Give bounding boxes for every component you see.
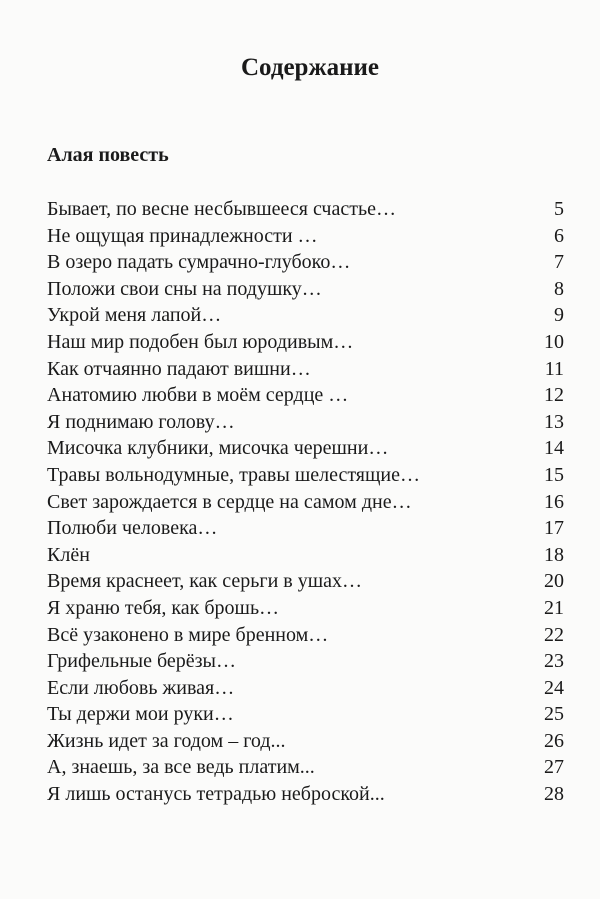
toc-entry-title: Свет зарождается в сердце на самом дне… — [47, 490, 412, 513]
toc-entry-page: 6 — [554, 224, 564, 247]
toc-entry-title: Ты держи мои руки… — [47, 703, 234, 726]
toc-entry — [47, 728, 564, 755]
toc-entry — [47, 356, 564, 383]
toc-entry — [47, 622, 564, 649]
toc-entry-page: 8 — [554, 277, 564, 300]
toc-entry — [47, 329, 564, 356]
toc-entry-page: 25 — [544, 703, 564, 726]
toc-entry — [47, 701, 564, 728]
toc-entry-page: 28 — [544, 783, 564, 806]
toc-entry — [47, 196, 564, 223]
toc-entry-title: Клён — [47, 543, 90, 566]
toc-entry-title: Грифельные берёзы… — [47, 650, 236, 673]
toc-entry-page: 15 — [544, 463, 564, 486]
toc-entry-title: Не ощущая принадлежности … — [47, 224, 318, 247]
toc-entry — [47, 781, 564, 808]
toc-entry-title: Травы вольнодумные, травы шелестящие… — [47, 463, 420, 486]
section-heading: Алая повесть — [47, 144, 169, 166]
toc-entry — [47, 754, 564, 781]
toc-entry-page: 10 — [544, 330, 564, 353]
toc-entry-title: Полюби человека… — [47, 517, 218, 540]
toc-entry — [47, 249, 564, 276]
toc-entry-title: Бывает, по весне несбывшееся счастье… — [47, 198, 396, 220]
toc-entry-title: Время краснеет, как серьги в ушах… — [47, 570, 362, 593]
toc-entry-page: 18 — [544, 543, 564, 566]
toc-entry-page: 20 — [544, 570, 564, 593]
page-title: Содержание — [240, 54, 379, 81]
toc-entry — [47, 435, 564, 462]
toc-entry — [47, 542, 564, 569]
toc-entry-title: Я храню тебя, как брошь… — [47, 596, 280, 619]
toc-entry — [47, 223, 564, 250]
toc-entry-page: 22 — [544, 623, 564, 646]
toc-entry-page: 16 — [544, 490, 564, 513]
toc-entry — [47, 568, 564, 595]
table-of-contents — [47, 196, 564, 808]
toc-entry-title: Укрой меня лапой… — [47, 304, 222, 327]
toc-entry — [47, 409, 564, 436]
toc-entry-page: 13 — [544, 410, 564, 433]
toc-entry — [47, 675, 564, 702]
toc-entry-page: 23 — [544, 650, 564, 673]
toc-entry — [47, 489, 564, 516]
toc-entry-title: Как отчаянно падают вишни… — [47, 357, 311, 380]
toc-entry-page: 17 — [544, 517, 564, 540]
toc-entry-title: В озеро падать сумрачно-глубоко… — [47, 251, 351, 274]
toc-entry — [47, 648, 564, 675]
toc-entry-page: 9 — [554, 304, 564, 327]
toc-entry-page: 26 — [544, 729, 564, 752]
toc-entry-page: 24 — [544, 676, 564, 699]
toc-entry-page: 5 — [554, 198, 564, 220]
toc-entry-page: 11 — [544, 357, 564, 380]
toc-entry-title: Анатомию любви в моём сердце … — [47, 384, 349, 407]
toc-entry-page: 7 — [554, 251, 564, 274]
toc-entry-title: Всё узаконено в мире бренном… — [47, 623, 329, 646]
toc-entry — [47, 302, 564, 329]
toc-entry — [47, 595, 564, 622]
toc-entry — [47, 382, 564, 409]
toc-entry-page: 21 — [544, 596, 564, 619]
toc-entry-title: Положи свои сны на подушку… — [47, 277, 322, 300]
toc-entry-title: Наш мир подобен был юродивым… — [47, 330, 354, 353]
toc-entry-title: Жизнь идет за годом – год... — [47, 729, 286, 752]
toc-entry-title: Мисочка клубники, мисочка черешни… — [47, 437, 389, 460]
toc-entry — [47, 462, 564, 489]
toc-entry-title: А, знаешь, за все ведь платим... — [47, 756, 315, 779]
toc-entry-title: Я поднимаю голову… — [47, 410, 235, 433]
toc-entry — [47, 515, 564, 542]
toc-entry-page: 12 — [544, 384, 564, 407]
toc-entry-page: 27 — [544, 756, 564, 779]
toc-entry — [47, 276, 564, 303]
toc-entry-title: Если любовь живая… — [47, 676, 235, 699]
toc-entry-title: Я лишь останусь тетрадью неброской... — [47, 783, 385, 806]
toc-entry-page: 14 — [544, 437, 564, 460]
